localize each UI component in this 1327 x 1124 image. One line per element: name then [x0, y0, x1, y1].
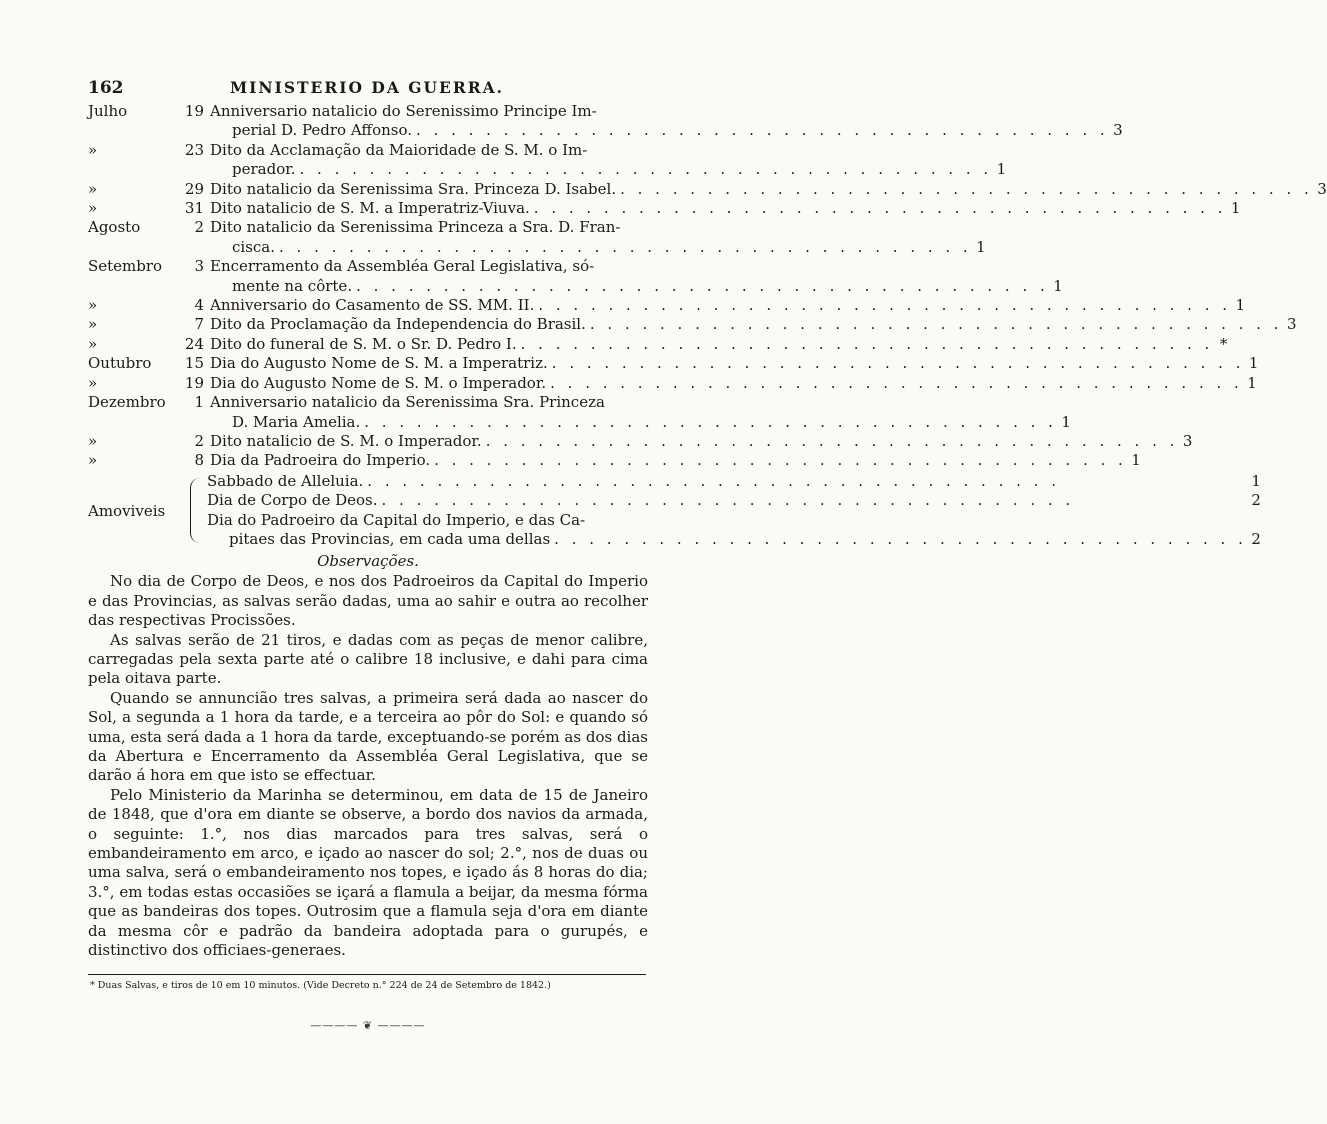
- dot-leader: . . . . . . . . . . . . . . . . . . . . . . . . . . . . . . . . . . . . . . . .: [551, 354, 1245, 373]
- amoviveis-item: [207, 472, 1261, 491]
- entry-text: Dia do Padroeiro da Capital do Imperio, e das Ca-: [207, 510, 586, 529]
- entry-text: Anniversario do Casamento de SS. MM. II.: [210, 296, 535, 315]
- document-page: [88, 78, 1327, 1033]
- page-number: 162: [88, 78, 124, 98]
- entry-text: Dito da Proclamação da Independencia do Brasil.: [210, 315, 586, 334]
- calendar-row: [88, 354, 1259, 373]
- day-number: 2: [194, 218, 204, 237]
- salute-count: 1: [976, 237, 986, 256]
- leader-line: [210, 199, 1240, 218]
- day-number: 8: [194, 451, 204, 470]
- entry-text: Dia do Augusto Nome de S. M. o Imperador.: [210, 373, 547, 392]
- salute-count: 3: [1317, 179, 1327, 198]
- calendar-row: [88, 199, 1241, 218]
- entry-text: Dia do Augusto Nome de S. M. a Imperatriz.: [210, 354, 548, 373]
- event-cell: [210, 199, 1240, 218]
- month-label: »: [88, 334, 98, 353]
- salute-count: 3: [1287, 315, 1297, 334]
- dot-leader: . . . . . . . . . . . . . . . . . . . . . . . . . . . . . . . . . . . . . . . .: [367, 471, 1060, 490]
- leader-line: [210, 432, 1192, 451]
- observations-body: [88, 572, 648, 960]
- salute-count: 1: [1251, 471, 1261, 490]
- brace-mark: [190, 478, 203, 544]
- event-cell: [210, 180, 1327, 199]
- amoviveis-label: Amoviveis: [88, 501, 166, 520]
- entry-text: Dito natalicio da Serenissima Princeza a Sra. D. Fran-: [210, 218, 621, 237]
- calendar-row: [88, 257, 1063, 296]
- event-cell: [210, 102, 1123, 141]
- calendar-row: [88, 334, 1228, 354]
- calendar-row: [88, 373, 1257, 393]
- day-number: 1: [194, 393, 204, 412]
- leader-line: [210, 374, 1257, 393]
- dot-leader: . . . . . . . . . . . . . . . . . . . . . . . . . . . . . . . . . . . . . . . .: [538, 296, 1232, 315]
- salute-count: 2: [1251, 529, 1261, 548]
- salute-count: 1: [1053, 276, 1063, 295]
- salute-count: 1: [1247, 373, 1257, 392]
- month-label: »: [88, 199, 98, 218]
- dot-leader: . . . . . . . . . . . . . . . . . . . . . . . . . . . . . . . . . . . . . . . .: [485, 431, 1179, 450]
- month-label: »: [88, 431, 98, 450]
- calendar-row: [88, 102, 1123, 141]
- day-number: 2: [194, 431, 204, 450]
- leader-line: [210, 121, 1123, 140]
- event-cell: [210, 296, 1245, 315]
- entry-text: Dito natalicio da Serenissima Sra. Princeza D. Isabel.: [210, 179, 617, 198]
- event-cell: [210, 335, 1227, 354]
- observation-paragraph: Pelo Ministerio da Marinha se determinou, em data de 15 de Janeiro de 1848, que d'ora em diante se observe, a bordo dos navios da armada, o seguinte: 1.°, nos dias marcados para tres salvas, será o embandeiramento em arco, e içado ao nascer do sol; 2.°, nos de duas ou uma salva, será o embandeiramento nos topes, e içado ás 8 horas do dia; 3.°, em todas estas occasiões se içará a flamula a beijar, da mesma fórma que as bandeiras dos topes. Outrosim que a flamula seja d'ora em diante da mesma côr e padrão da bandeira adoptada para o gurupés, e distinctivo dos officiaes-generaes.: [88, 785, 648, 960]
- ornament-divider: ———— ❦ ————: [310, 1019, 426, 1033]
- salute-count: *: [1219, 334, 1228, 353]
- month-label: »: [88, 373, 98, 392]
- dot-leader: . . . . . . . . . . . . . . . . . . . . . . . . . . . . . . . . . . . . . . . .: [620, 179, 1313, 198]
- page-header: [88, 78, 648, 102]
- observation-paragraph: Quando se annuncião tres salvas, a primeira será dada ao nascer do Sol, a segunda a 1 hora da tarde, e a terceira ao pôr do Sol: e quando só uma, esta será dada a 1 hora da tarde, exceptuando-se porém as dos dias da Abertura e Encerramento da Assembléa Geral Legislativa, que se darão á hora em que isto se effectuar.: [88, 688, 648, 785]
- month-label: Outubro: [88, 354, 152, 373]
- event-cell: [210, 393, 1071, 432]
- entry-text: Dito do funeral de S. M. o Sr. D. Pedro I.: [210, 334, 517, 353]
- event-cell: [210, 374, 1257, 393]
- dot-leader: . . . . . . . . . . . . . . . . . . . . . . . . . . . . . . . . . . . . . . . .: [554, 529, 1247, 548]
- salute-count: 1: [1131, 451, 1141, 470]
- entry-text: Dia de Corpo de Deos.: [207, 491, 378, 510]
- amoviveis-item: [207, 491, 1261, 510]
- entry-text: Encerramento da Assembléa Geral Legislativa, só-: [210, 257, 595, 276]
- page-title: MINISTERIO DA GUERRA.: [230, 78, 505, 97]
- leader-line: [210, 451, 1141, 470]
- amoviveis-block: [88, 471, 1261, 550]
- entry-text: cisca.: [232, 237, 276, 256]
- salute-count: 1: [996, 160, 1007, 179]
- entry-text: Anniversario natalicio da Serenissima Sra. Princeza: [210, 393, 605, 412]
- month-label: Agosto: [88, 218, 141, 237]
- month-label: »: [88, 315, 98, 334]
- leader-line: [210, 413, 1071, 432]
- dot-leader: . . . . . . . . . . . . . . . . . . . . . . . . . . . . . . . . . . . . . . . .: [533, 199, 1227, 218]
- leader-line: [210, 277, 1063, 296]
- leader-line: [207, 530, 1261, 549]
- entry-text: perial D. Pedro Affonso.: [232, 121, 412, 140]
- month-label: »: [88, 140, 98, 159]
- entry-text: mente na côrte.: [232, 276, 353, 295]
- leader-line: [210, 180, 1327, 199]
- observations-title: Observações.: [317, 552, 419, 571]
- month-label: »: [88, 451, 98, 470]
- salute-count: 1: [1248, 354, 1259, 373]
- dot-leader: . . . . . . . . . . . . . . . . . . . . . . . . . . . . . . . . . . . . . . . .: [434, 451, 1127, 470]
- amoviveis-item: [207, 511, 1261, 550]
- dot-leader: . . . . . . . . . . . . . . . . . . . . . . . . . . . . . . . . . . . . . . . .: [589, 315, 1283, 334]
- leader-line: [210, 335, 1227, 354]
- entry-text: Sabbado de Alleluia.: [207, 471, 364, 490]
- salute-count: 1: [1235, 296, 1246, 315]
- leader-line: [210, 296, 1245, 315]
- entry-text: Dia da Padroeira do Imperio.: [210, 451, 431, 470]
- salute-calendar: [88, 102, 1327, 471]
- calendar-row: [88, 393, 1071, 432]
- observation-paragraph: No dia de Corpo de Deos, e nos dos Padroeiros da Capital do Imperio e das Provincias, as salvas serão dadas, uma ao sahir e outra ao recolher das respectivas Procissões.: [88, 572, 648, 630]
- day-number: 19: [184, 102, 204, 120]
- event-cell: [210, 141, 1006, 180]
- leader-line: [210, 238, 986, 257]
- dot-leader: . . . . . . . . . . . . . . . . . . . . . . . . . . . . . . . . . . . . . . . .: [550, 373, 1243, 392]
- day-number: 4: [194, 296, 204, 315]
- entry-text: Dito natalicio de S. M. a Imperatriz-Viuva.: [210, 199, 530, 218]
- calendar-row: [88, 140, 1007, 180]
- day-number: 3: [194, 257, 204, 276]
- event-cell: [210, 257, 1063, 296]
- entry-text: Dito da Acclamação da Maioridade de S. M. o Im-: [210, 140, 588, 159]
- month-label: Setembro: [88, 257, 163, 276]
- observation-paragraph: As salvas serão de 21 tiros, e dadas com as peças de menor calibre, carregadas pela sexta parte até o calibre 18 inclusive, e dahi para cima pela oitava parte.: [88, 630, 648, 688]
- dot-leader: . . . . . . . . . . . . . . . . . . . . . . . . . . . . . . . . . . . . . . . .: [299, 160, 993, 179]
- month-label: Julho: [88, 102, 128, 120]
- dot-leader: . . . . . . . . . . . . . . . . . . . . . . . . . . . . . . . . . . . . . . . .: [416, 121, 1109, 140]
- salute-count: 2: [1251, 491, 1261, 510]
- dot-leader: . . . . . . . . . . . . . . . . . . . . . . . . . . . . . . . . . . . . . . . .: [364, 412, 1057, 431]
- calendar-row: [88, 315, 1297, 334]
- event-cell: [210, 451, 1141, 470]
- dot-leader: . . . . . . . . . . . . . . . . . . . . . . . . . . . . . . . . . . . . . . . .: [381, 491, 1075, 510]
- event-cell: [210, 432, 1192, 451]
- month-label: »: [88, 179, 98, 198]
- leader-line: [207, 472, 1261, 491]
- event-cell: [210, 354, 1258, 373]
- salute-count: 1: [1061, 412, 1071, 431]
- month-label: Dezembro: [88, 393, 166, 412]
- leader-line: [210, 160, 1006, 179]
- salute-count: 1: [1230, 199, 1241, 218]
- day-number: 15: [184, 354, 204, 373]
- leader-line: [210, 354, 1258, 373]
- day-number: 24: [184, 334, 204, 353]
- footnote: * Duas Salvas, e tiros de 10 em 10 minutos. (Vide Decreto n.° 224 de 24 de Setembro de 1842.): [90, 980, 551, 992]
- calendar-row: [88, 218, 986, 257]
- event-cell: [210, 218, 986, 257]
- dot-leader: . . . . . . . . . . . . . . . . . . . . . . . . . . . . . . . . . . . . . . . .: [520, 334, 1214, 353]
- day-number: 31: [184, 199, 204, 218]
- dot-leader: . . . . . . . . . . . . . . . . . . . . . . . . . . . . . . . . . . . . . . . .: [356, 276, 1049, 295]
- entry-text: Dito natalicio de S. M. o Imperador.: [210, 431, 482, 450]
- amoviveis-items: [207, 472, 1261, 550]
- entry-text: pitaes das Provincias, em cada uma dellas: [229, 529, 551, 548]
- dot-leader: . . . . . . . . . . . . . . . . . . . . . . . . . . . . . . . . . . . . . . . .: [279, 237, 972, 256]
- entry-text: Anniversario natalicio do Serenissimo Principe Im-: [210, 102, 597, 120]
- day-number: 29: [184, 179, 204, 198]
- entry-text: D. Maria Amelia.: [232, 412, 361, 431]
- salute-count: 3: [1113, 121, 1123, 140]
- calendar-row: [88, 431, 1193, 451]
- calendar-row: [88, 179, 1327, 199]
- entry-text: perador.: [232, 160, 296, 179]
- calendar-row: [88, 451, 1141, 470]
- month-label: »: [88, 296, 98, 315]
- day-number: 23: [184, 140, 204, 159]
- salute-count: 3: [1182, 431, 1193, 450]
- leader-line: [207, 491, 1261, 510]
- day-number: 19: [184, 373, 204, 392]
- event-cell: [210, 315, 1297, 334]
- calendar-row: [88, 296, 1246, 315]
- footnote-rule: [88, 974, 646, 975]
- day-number: 7: [194, 315, 204, 334]
- leader-line: [210, 315, 1297, 334]
